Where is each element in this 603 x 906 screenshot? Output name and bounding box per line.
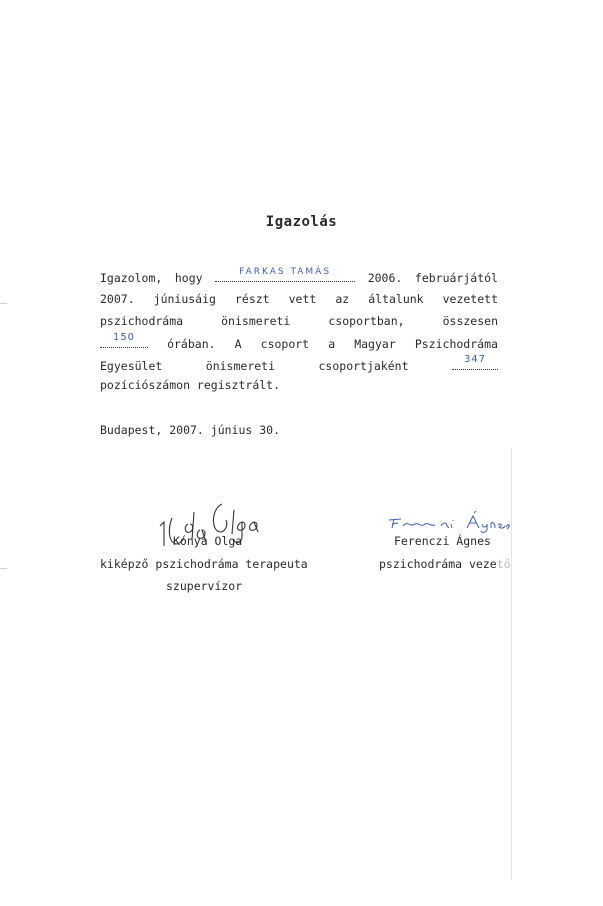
word: A	[234, 337, 242, 351]
word: általunk	[368, 292, 424, 306]
word: Magyar	[354, 337, 396, 351]
signatory-1-role	[100, 556, 308, 572]
word: önismereti	[221, 314, 291, 328]
document-title: Igazolás	[265, 214, 338, 230]
word: órában.	[167, 337, 216, 351]
position-number-blank	[452, 354, 498, 370]
word: csoportban,	[328, 314, 405, 328]
word: csoport	[260, 337, 310, 351]
word: összesen	[442, 314, 498, 328]
word: pszichodráma	[100, 314, 184, 328]
scan-fold-line	[511, 448, 512, 880]
word: Pszichodráma	[414, 337, 498, 351]
word: önismereti	[205, 359, 276, 373]
date-place: Budapest, 2007. június 30.	[100, 423, 281, 437]
role-main: pszichodráma veze	[379, 557, 497, 571]
word: júniusáig	[153, 292, 216, 306]
hours-blank	[100, 332, 148, 348]
signatory-2-role	[379, 556, 511, 572]
word: részt	[234, 292, 270, 306]
word: 2006.	[367, 271, 403, 285]
text-line-5	[100, 354, 498, 373]
signatory-1-name: Kónya Olga	[173, 534, 243, 548]
handwritten-hours: 150	[112, 332, 136, 343]
word: az	[335, 292, 350, 306]
role-tail: tő	[496, 557, 511, 571]
name-blank	[215, 269, 355, 282]
scan-mark	[0, 303, 7, 304]
text-line-6: pozíciószámon regisztrált.	[100, 378, 281, 392]
signature-ferenczi-agnes	[385, 510, 513, 534]
handwritten-position-number: 347	[463, 354, 487, 365]
signatory-1-role-2: szupervízor	[166, 579, 243, 593]
text-line-2	[100, 291, 498, 307]
word: Egyesület	[100, 359, 163, 373]
text-line-1	[100, 269, 498, 285]
text-line-3	[100, 313, 498, 329]
word: a	[328, 337, 336, 351]
word: februárjától	[414, 271, 498, 285]
word: hogy	[174, 271, 203, 285]
scan-mark	[0, 568, 7, 569]
word: vezetett	[442, 292, 498, 306]
role-prefix: kiképző	[100, 557, 149, 571]
word: 2007.	[100, 292, 135, 306]
word: csoportjaként	[318, 359, 409, 373]
text-line-4	[100, 332, 498, 351]
word: vett	[288, 292, 317, 306]
word: Igazolom,	[100, 271, 163, 285]
role-rest: pszichodráma terapeuta	[155, 557, 308, 571]
handwritten-name: FARKAS TAMÁS	[239, 267, 332, 277]
signatory-2-name: Ferenczi Ágnes	[394, 534, 491, 548]
